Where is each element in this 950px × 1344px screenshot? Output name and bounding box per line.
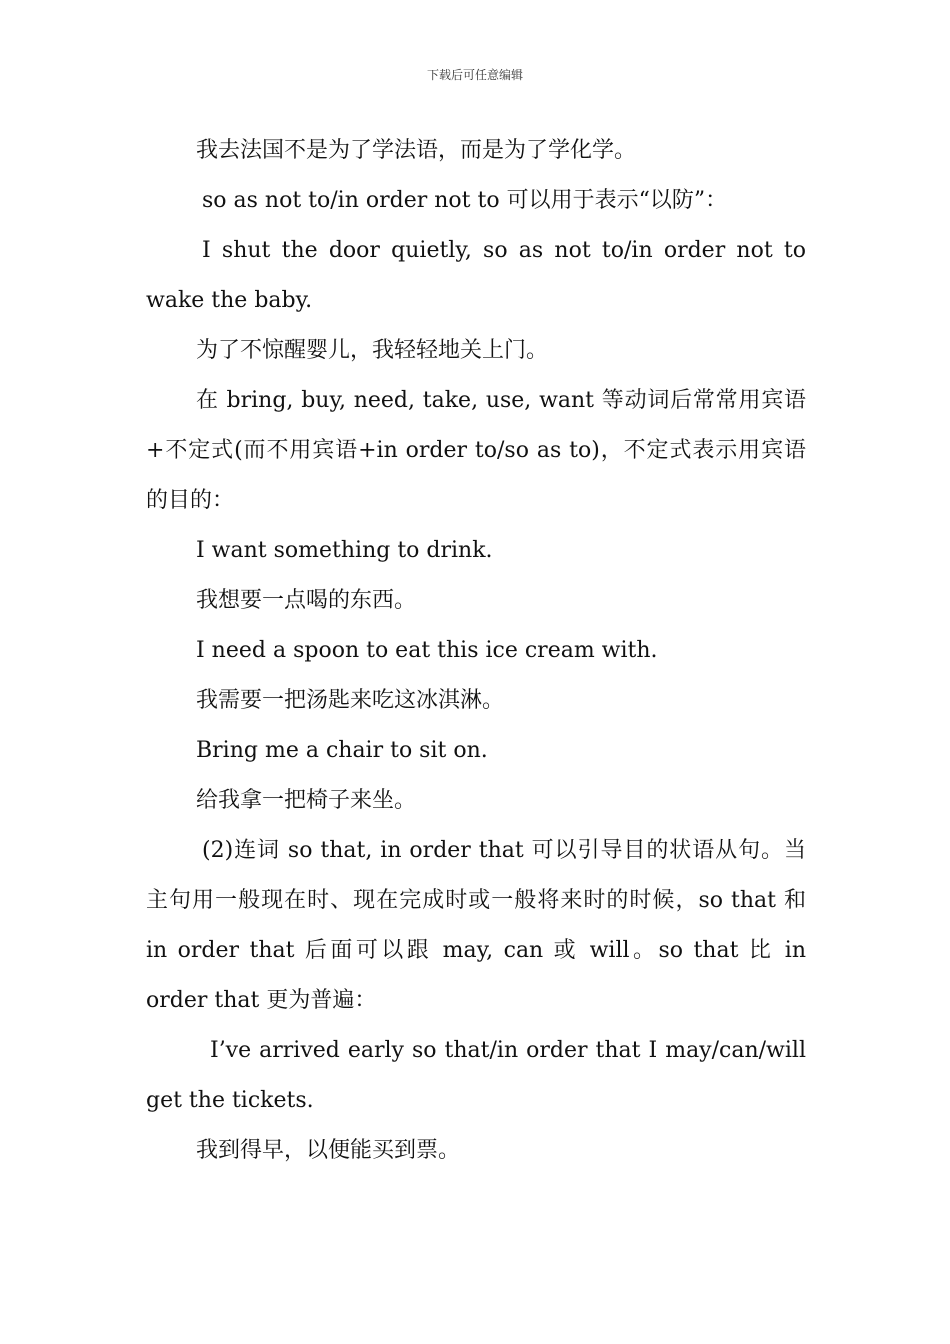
paragraph-5: 在 bring, buy, need, take, use, want 等动词后常常用宾语+不定式(而不用宾语+in order to/so as to)，不定式表示用宾语的目的： (146, 388, 806, 513)
paragraph-11: 给我拿一把椅子来坐。 (196, 788, 417, 813)
paragraph-9: 我需要一把汤匙来吃这冰淇淋。 (196, 688, 505, 713)
paragraph-4: 为了不惊醒婴儿，我轻轻地关上门。 (196, 338, 549, 363)
paragraph-1: 我去法国不是为了学法语，而是为了学化学。 (196, 138, 637, 163)
paragraph-14: 我到得早，以便能买到票。 (196, 1138, 461, 1163)
paragraph-6: I want something to drink. (196, 538, 493, 563)
paragraph-12: (2)连词 so that, in order that 可以引导目的状语从句。当主句用一般现在时、现在完成时或一般将来时的时候，so that 和 in order that 后面可以跟 may, can 或 will。so that 比 in order that 更为普遍： (146, 838, 806, 1013)
document-body (146, 126, 806, 1176)
paragraph-13: I’ve arrived early so that/in order that I may/can/will get the tickets. (146, 1038, 806, 1113)
paragraph-7: 我想要一点喝的东西。 (196, 588, 417, 613)
page-header: 下载后可任意编辑 (426, 68, 523, 82)
paragraph-3: I shut the door quietly, so as not to/in order not to wake the baby. (146, 238, 806, 313)
paragraph-10: Bring me a chair to sit on. (196, 738, 488, 763)
paragraph-2: so as not to/in order not to 可以用于表示“以防”： (202, 188, 728, 213)
paragraph-8: I need a spoon to eat this ice cream with. (196, 638, 658, 663)
